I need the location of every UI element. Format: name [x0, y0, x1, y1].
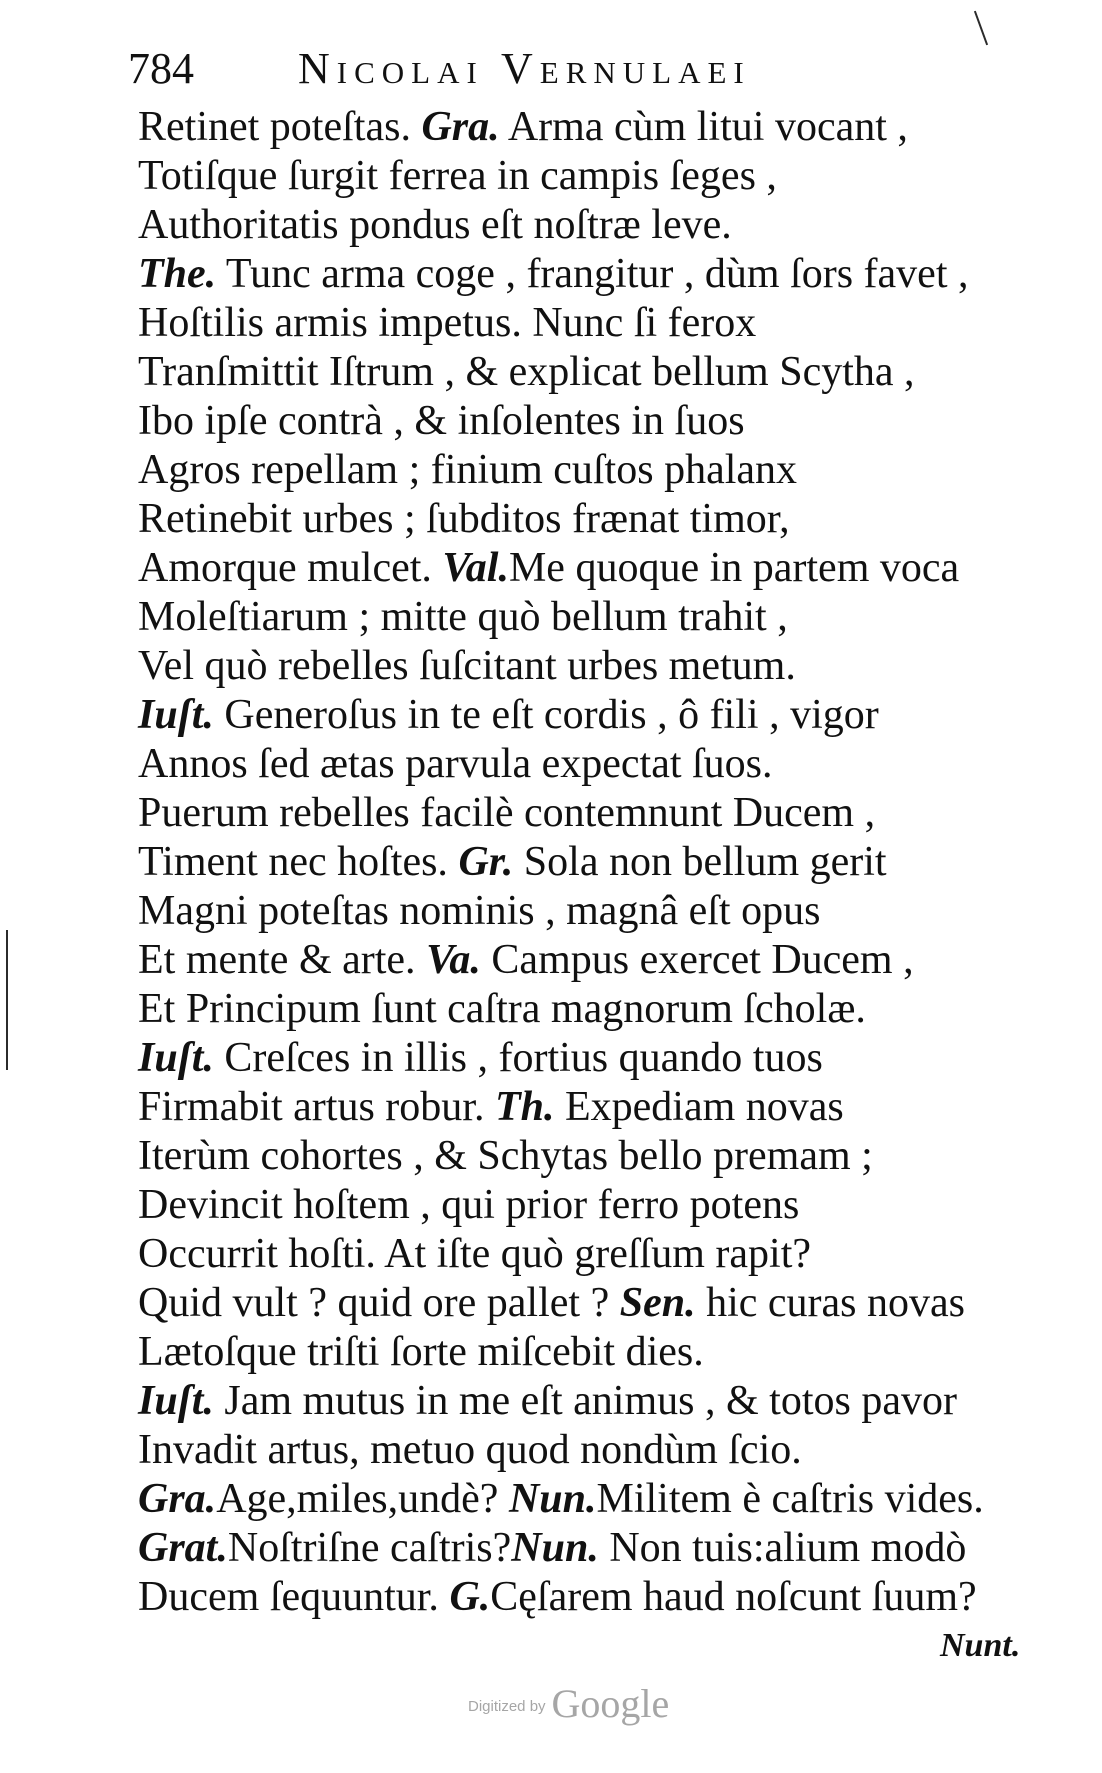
- page-number: 784: [128, 44, 194, 93]
- verse-text: [138, 103, 1068, 1622]
- speaker-label: Grat.: [138, 1525, 228, 1571]
- verse-line: [138, 299, 1068, 348]
- corner-mark: [974, 11, 988, 46]
- verse-text-run: Magni poteſtas nominis , magnâ eſt opus: [138, 888, 821, 934]
- verse-text-run: Amorque mulcet.: [138, 545, 443, 591]
- verse-text-run: Vel quò rebelles ſuſcitant urbes metum.: [138, 643, 796, 689]
- verse-line: [138, 985, 1068, 1034]
- verse-line: [138, 887, 1068, 936]
- verse-line: [138, 1279, 1068, 1328]
- speaker-label: Gr.: [458, 839, 514, 885]
- verse-text-run: Moleſtiarum ; mitte quò bellum trahit ,: [138, 594, 788, 640]
- verse-text-run: Me quoque in partem voca: [508, 545, 960, 591]
- page-header: [128, 42, 908, 96]
- verse-text-run: Ibo ipſe contrà , & inſolentes in ſuos: [138, 398, 745, 444]
- verse-text-run: Generoſus in te eſt cordis , ô fili , vigor: [213, 692, 879, 738]
- verse-line: [138, 838, 1068, 887]
- verse-text-run: Authoritatis pondus eſt noſtræ leve.: [138, 202, 732, 248]
- verse-line: [138, 446, 1068, 495]
- verse-line: [138, 1181, 1068, 1230]
- verse-text-run: Lætoſque triſti ſorte miſcebit dies.: [138, 1329, 704, 1375]
- verse-text-run: Iterùm cohortes , & Schytas bello premam ;: [138, 1133, 873, 1179]
- speaker-label: The.: [138, 251, 217, 297]
- verse-text-run: Non tuis:alium modò: [598, 1525, 967, 1571]
- verse-text-run: Noſtriſne caſtris?: [227, 1525, 512, 1571]
- verse-text-run: Invadit artus, metuo quod nondùm ſcio.: [138, 1427, 802, 1473]
- verse-text-run: Arma cùm litui vocant ,: [499, 104, 908, 150]
- speaker-label: Gra.: [421, 104, 500, 150]
- verse-line: [138, 1573, 1068, 1622]
- speaker-label: Va.: [426, 937, 481, 983]
- speaker-label: Val.: [442, 545, 509, 591]
- verse-text-run: Firmabit artus robur.: [138, 1084, 495, 1130]
- verse-text-run: Et mente & arte.: [138, 937, 427, 983]
- speaker-label: Iuſt.: [138, 1035, 214, 1081]
- verse-line: [138, 1083, 1068, 1132]
- verse-text-run: Creſces in illis , fortius quando tuos: [213, 1035, 823, 1081]
- verse-text-run: Agros repellam ; finium cuſtos phalanx: [138, 447, 798, 493]
- verse-line: [138, 789, 1068, 838]
- verse-text-run: Ducem ſequuntur.: [138, 1574, 450, 1620]
- watermark-prefix: Digitized by: [468, 1698, 546, 1715]
- verse-line: [138, 691, 1068, 740]
- verse-line: [138, 250, 1068, 299]
- verse-text-run: Occurrit hoſti. At iſte quò greſſum rapit?: [138, 1231, 812, 1277]
- verse-text-run: Tranſmittit Iſtrum , & explicat bellum Scytha ,: [138, 349, 915, 395]
- speaker-label: Nun.: [508, 1476, 597, 1522]
- verse-text-run: Retinet poteſtas.: [138, 104, 422, 150]
- verse-text-run: Annos ſed ætas parvula expectat ſuos.: [138, 741, 773, 787]
- verse-line: [138, 593, 1068, 642]
- verse-line: [138, 1426, 1068, 1475]
- verse-line: [138, 495, 1068, 544]
- speaker-label: Nun.: [511, 1525, 599, 1571]
- verse-line: [138, 1328, 1068, 1377]
- verse-text-run: Jam mutus in me eſt animus , & totos pavor: [213, 1378, 957, 1424]
- watermark-brand: Google: [551, 1681, 670, 1726]
- verse-text-run: Retinebit urbes ; ſubditos frænat timor,: [138, 496, 790, 542]
- speaker-label: Iuſt.: [138, 1378, 214, 1424]
- verse-text-run: Militem è caſtris vides.: [596, 1476, 984, 1522]
- speaker-label: Gra.: [138, 1476, 217, 1522]
- verse-text-run: Tunc arma coge , frangitur , dùm ſors favet ,: [216, 251, 969, 297]
- verse-line: [138, 1377, 1068, 1426]
- verse-line: [138, 201, 1068, 250]
- verse-text-run: Hoſtilis armis impetus. Nunc ſi ferox: [138, 300, 757, 346]
- verse-text-run: Expediam novas: [554, 1084, 844, 1130]
- verse-line: [138, 1132, 1068, 1181]
- verse-text-run: Devincit hoſtem , qui prior ferro potens: [138, 1182, 800, 1228]
- verse-text-run: Et Principum ſunt caſtra magnorum ſcholæ.: [138, 986, 866, 1032]
- verse-line: [138, 936, 1068, 985]
- verse-text-run: Sola non bellum gerit: [513, 839, 887, 885]
- catchword: Nunt.: [940, 1627, 1021, 1664]
- verse-line: [138, 348, 1068, 397]
- running-head: Nicolai Vernulaei: [298, 44, 751, 93]
- verse-text-run: Timent nec hoſtes.: [138, 839, 459, 885]
- verse-line: [138, 1034, 1068, 1083]
- verse-text-run: Quid vult ? quid ore pallet ?: [138, 1280, 620, 1326]
- verse-text-run: Cęſarem haud noſcunt ſuum?: [490, 1574, 977, 1620]
- verse-text-run: Age,miles,undè?: [216, 1476, 509, 1522]
- verse-line: [138, 152, 1068, 201]
- speaker-label: Iuſt.: [138, 692, 214, 738]
- verse-text-run: hic curas novas: [695, 1280, 965, 1326]
- verse-line: [138, 103, 1068, 152]
- verse-line: [138, 642, 1068, 691]
- verse-line: [138, 1230, 1068, 1279]
- verse-text-run: Totiſque ſurgit ferrea in campis ſeges ,: [138, 153, 777, 199]
- speaker-label: Sen.: [619, 1280, 696, 1326]
- verse-line: [138, 1524, 1068, 1573]
- digitization-watermark: [468, 1680, 669, 1727]
- verse-text-run: Puerum rebelles facilè contemnunt Ducem ,: [138, 790, 876, 836]
- verse-line: [138, 397, 1068, 446]
- verse-line: [138, 740, 1068, 789]
- gutter-mark: [6, 930, 8, 1070]
- verse-text-run: Campus exercet Ducem ,: [480, 937, 914, 983]
- verse-line: [138, 544, 1068, 593]
- speaker-label: G.: [449, 1574, 491, 1620]
- verse-line: [138, 1475, 1068, 1524]
- speaker-label: Th.: [494, 1084, 555, 1130]
